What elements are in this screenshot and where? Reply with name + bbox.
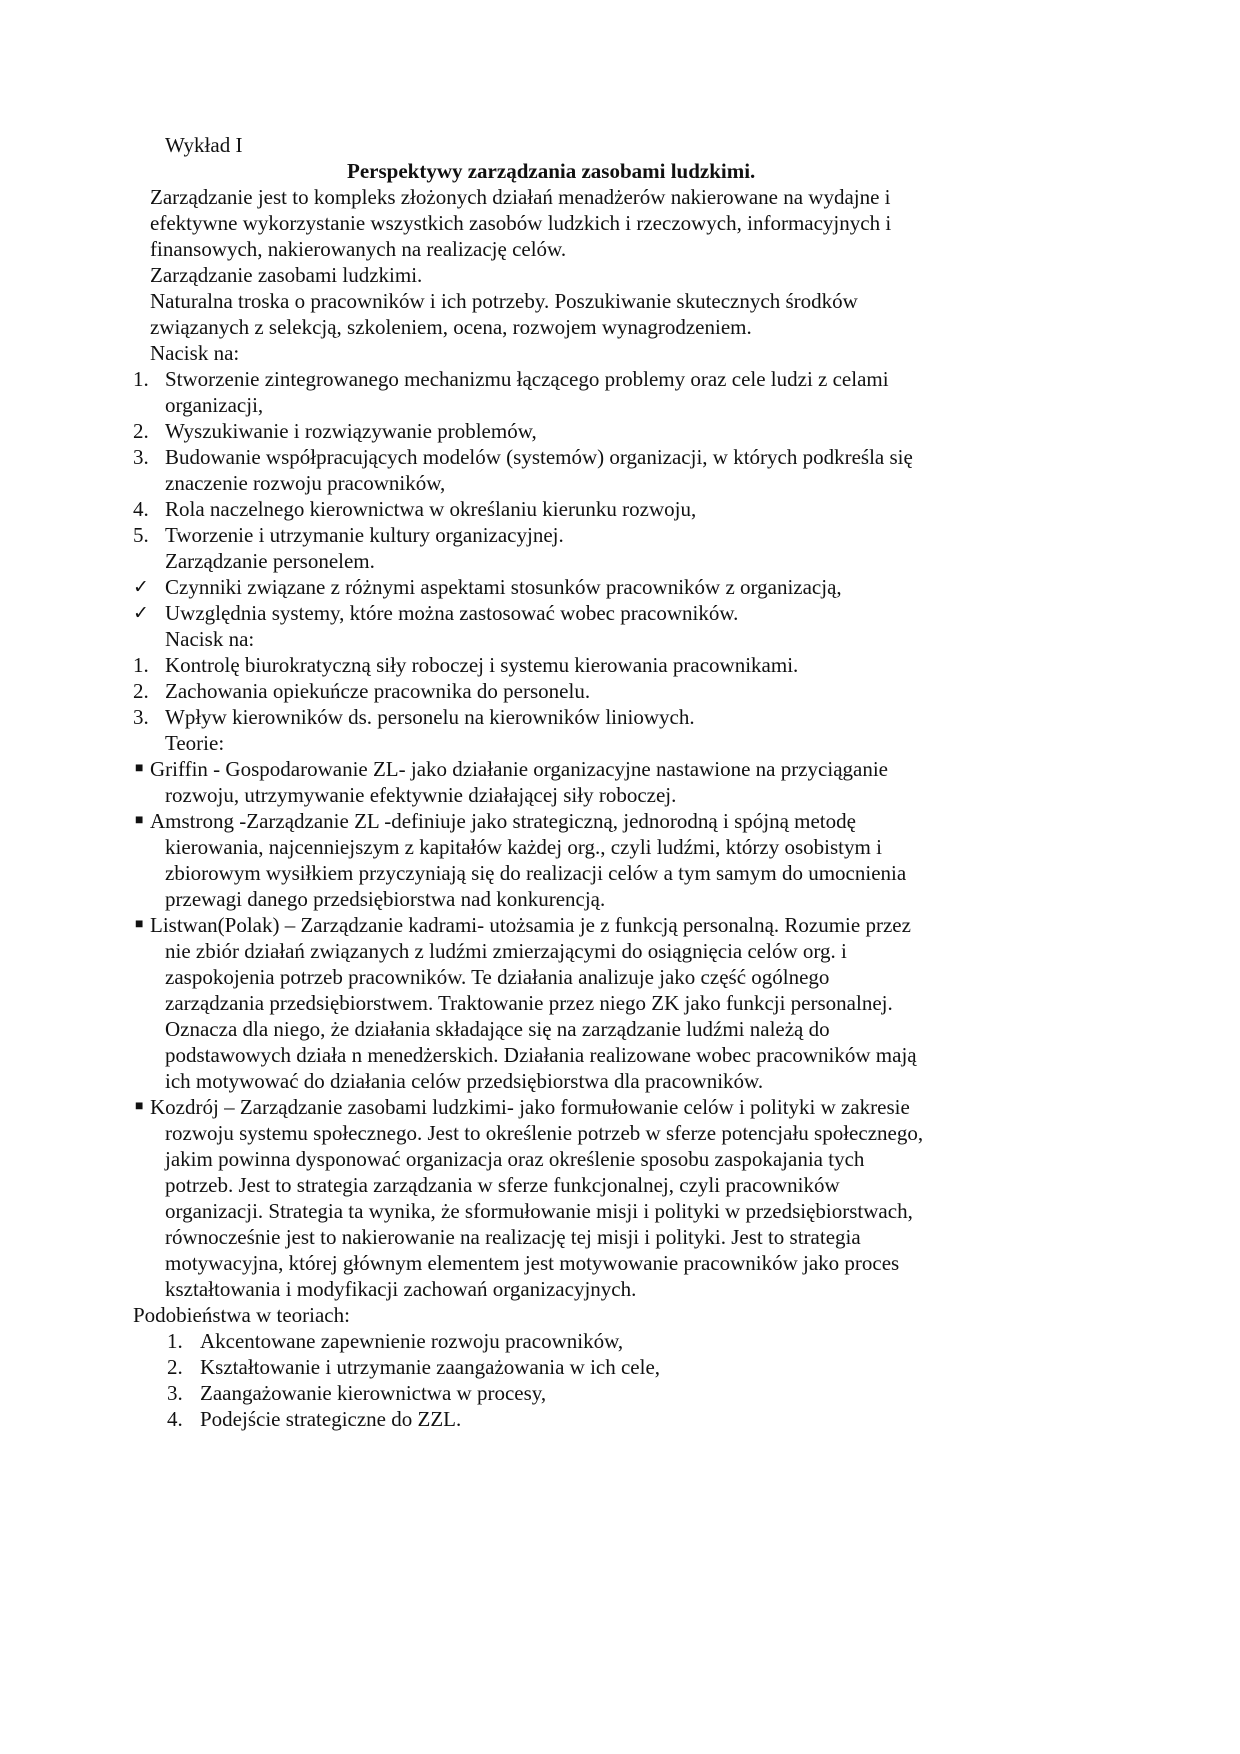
document-page (0, 132, 1240, 1432)
list-number: 1. (133, 367, 149, 391)
section-heading (0, 1302, 1240, 1328)
bullet-item-continuation (0, 1224, 1240, 1250)
line-text: potrzeb. Jest to strategia zarządzania w sferze funkcjonalnej, czyli pracowników (165, 1173, 840, 1197)
lecture-heading (0, 132, 1240, 158)
line-text: związanych z selekcją, szkoleniem, ocena, rozwojem wynagrodzeniem. (150, 315, 752, 339)
bullet-item-continuation (0, 1042, 1240, 1068)
numbered-item (0, 704, 1240, 730)
line-text: Griffin - Gospodarowanie ZL- jako działanie organizacyjne nastawione na przyciąganie (150, 757, 889, 781)
line-text: rozwoju systemu społecznego. Jest to określenie potrzeb w sferze potencjału społecznego, (165, 1121, 924, 1145)
numbered-item-continuation (0, 470, 1240, 496)
line-text: znaczenie rozwoju pracowników, (165, 471, 446, 495)
bullet-item-continuation (0, 1120, 1240, 1146)
bullet-item-continuation (0, 1250, 1240, 1276)
line-text: Tworzenie i utrzymanie kultury organizacyjnej. (165, 523, 564, 547)
line-text: Zaangażowanie kierownictwa w procesy, (200, 1381, 547, 1405)
numbered-item (0, 1380, 1240, 1406)
line-text: podstawowych działa n menedżerskich. Działania realizowane wobec pracowników mają (165, 1043, 917, 1067)
bullet-icon: ■ (135, 813, 144, 828)
numbered-item (0, 678, 1240, 704)
line-text: Zarządzanie jest to kompleks złożonych działań menadżerów nakierowane na wydajne i (150, 185, 891, 209)
bullet-item-continuation (0, 1276, 1240, 1302)
line-text: Zachowania opiekuńcze pracownika do personelu. (165, 679, 591, 703)
bullet-icon: ■ (135, 1099, 144, 1114)
line-text: Rola naczelnego kierownictwa w określaniu kierunku rozwoju, (165, 497, 697, 521)
line-text: Oznacza dla niego, że działania składające się na zarządzanie ludźmi należą do (165, 1017, 830, 1041)
line-text: motywacyjna, której głównym elementem jest motywowanie pracowników jako proces (165, 1251, 900, 1275)
line-text: kierowania, najcenniejszym z kapitałów każdej org., czyli ludźmi, którzy osobistym i (165, 835, 882, 859)
line-text: Perspektywy zarządzania zasobami ludzkimi. (347, 159, 756, 183)
line-text: Nacisk na: (165, 627, 255, 651)
paragraph-line (0, 236, 1240, 262)
list-number: 4. (167, 1407, 183, 1431)
bullet-item-continuation (0, 1016, 1240, 1042)
subheading-line (0, 626, 1240, 652)
numbered-item (0, 522, 1240, 548)
bullet-item-continuation (0, 1198, 1240, 1224)
line-text: Kształtowanie i utrzymanie zaangażowania w ich cele, (200, 1355, 661, 1379)
line-text: Podobieństwa w teoriach: (133, 1303, 350, 1327)
list-number: 1. (167, 1329, 183, 1353)
line-text: efektywne wykorzystanie wszystkich zasobów ludzkich i rzeczowych, informacyjnych i (150, 211, 892, 235)
line-text: przewagi danego przedsiębiorstwa nad konkurencją. (165, 887, 606, 911)
bullet-item (0, 808, 1240, 834)
numbered-item (0, 418, 1240, 444)
line-text: nie zbiór działań związanych z ludźmi zmierzającymi do osiągnięcia celów org. i (165, 939, 847, 963)
numbered-item (0, 652, 1240, 678)
bullet-item-continuation (0, 1068, 1240, 1094)
bullet-item (0, 912, 1240, 938)
paragraph-line (0, 262, 1240, 288)
document-title (0, 158, 1240, 184)
subheading-line (0, 548, 1240, 574)
bullet-item-continuation (0, 834, 1240, 860)
line-text: Uwzględnia systemy, które można zastosować wobec pracowników. (165, 601, 739, 625)
paragraph-line (0, 210, 1240, 236)
line-text: kształtowania i modyfikacji zachowań organizacyjnych. (165, 1277, 637, 1301)
numbered-item (0, 1328, 1240, 1354)
numbered-item-continuation (0, 392, 1240, 418)
line-text: Nacisk na: (150, 341, 240, 365)
bullet-item (0, 1094, 1240, 1120)
line-text: Wpływ kierowników ds. personelu na kierowników liniowych. (165, 705, 695, 729)
line-text: organizacji. Strategia ta wynika, że sformułowanie misji i polityki w przedsiębiorstwach, (165, 1199, 913, 1223)
numbered-item (0, 1354, 1240, 1380)
line-text: organizacji, (165, 393, 264, 417)
line-text: zbiorowym wysiłkiem przyczyniają się do realizacji celów a tym samym do umocnienia (165, 861, 907, 885)
list-number: 2. (133, 419, 149, 443)
bullet-item-continuation (0, 964, 1240, 990)
line-text: Podejście strategiczne do ZZL. (200, 1407, 462, 1431)
checkmark-icon: ✓ (133, 602, 149, 624)
check-item (0, 600, 1240, 626)
bullet-item-continuation (0, 1172, 1240, 1198)
bullet-item-continuation (0, 886, 1240, 912)
list-number: 3. (167, 1381, 183, 1405)
line-text: Budowanie współpracujących modelów (systemów) organizacji, w których podkreśla się (165, 445, 913, 469)
subheading-line (0, 730, 1240, 756)
line-text: Naturalna troska o pracowników i ich potrzeby. Poszukiwanie skutecznych środków (150, 289, 858, 313)
line-text: finansowych, nakierowanych na realizację celów. (150, 237, 567, 261)
numbered-item (0, 444, 1240, 470)
paragraph-line (0, 184, 1240, 210)
bullet-item-continuation (0, 1146, 1240, 1172)
bullet-item-continuation (0, 990, 1240, 1016)
line-text: Akcentowane zapewnienie rozwoju pracowników, (200, 1329, 624, 1353)
list-number: 2. (167, 1355, 183, 1379)
line-text: Wyszukiwanie i rozwiązywanie problemów, (165, 419, 537, 443)
line-text: Amstrong -Zarządzanie ZL -definiuje jako strategiczną, jednorodną i spójną metodę (150, 809, 856, 833)
paragraph-line (0, 314, 1240, 340)
bullet-item (0, 756, 1240, 782)
list-number: 4. (133, 497, 149, 521)
list-number: 5. (133, 523, 149, 547)
line-text: Zarządzanie zasobami ludzkimi. (150, 263, 423, 287)
line-text: Stworzenie zintegrowanego mechanizmu łączącego problemy oraz cele ludzi z celami (165, 367, 889, 391)
line-text: Czynniki związane z różnymi aspektami stosunków pracowników z organizacją, (165, 575, 842, 599)
list-number: 3. (133, 705, 149, 729)
numbered-item (0, 496, 1240, 522)
line-text: Zarządzanie personelem. (165, 549, 375, 573)
line-text: zarządzania przedsiębiorstwem. Traktowanie przez niego ZK jako funkcji personalnej. (165, 991, 893, 1015)
list-number: 2. (133, 679, 149, 703)
checkmark-icon: ✓ (133, 576, 149, 598)
bullet-item-continuation (0, 938, 1240, 964)
line-text: ich motywować do działania celów przedsiębiorstwa dla pracowników. (165, 1069, 764, 1093)
bullet-icon: ■ (135, 761, 144, 776)
line-text: jakim powinna dysponować organizacja oraz określenie sposobu zaspokajania tych (165, 1147, 865, 1171)
paragraph-line (0, 288, 1240, 314)
bullet-item-continuation (0, 782, 1240, 808)
line-text: zaspokojenia potrzeb pracowników. Te działania analizuje jako część ogólnego (165, 965, 830, 989)
line-text: Kontrolę biurokratyczną siły roboczej i systemu kierowania pracownikami. (165, 653, 799, 677)
line-text: rozwoju, utrzymywanie efektywnie działającej siły roboczej. (165, 783, 677, 807)
numbered-item (0, 1406, 1240, 1432)
line-text: równocześnie jest to nakierowanie na realizację tej misji i polityki. Jest to strategia (165, 1225, 861, 1249)
line-text: Teorie: (165, 731, 225, 755)
line-text: Wykład I (165, 133, 243, 157)
check-item (0, 574, 1240, 600)
bullet-item-continuation (0, 860, 1240, 886)
numbered-item (0, 366, 1240, 392)
line-text: Listwan(Polak) – Zarządzanie kadrami- utożsamia je z funkcją personalną. Rozumie przez (150, 913, 911, 937)
list-number: 1. (133, 653, 149, 677)
paragraph-line (0, 340, 1240, 366)
line-text: Kozdrój – Zarządzanie zasobami ludzkimi- jako formułowanie celów i polityki w zakresie (150, 1095, 910, 1119)
bullet-icon: ■ (135, 917, 144, 932)
list-number: 3. (133, 445, 149, 469)
